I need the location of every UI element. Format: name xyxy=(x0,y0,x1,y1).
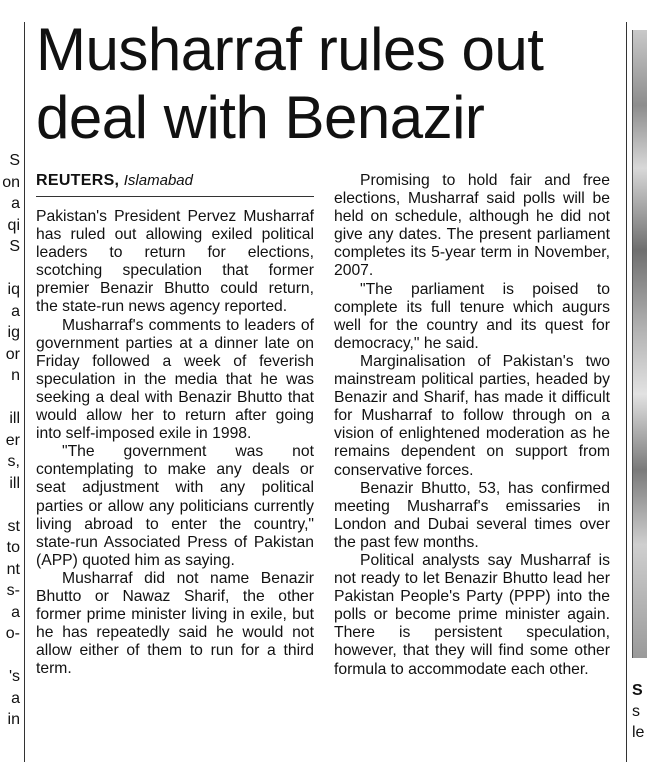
byline-agency: REUTERS, xyxy=(36,172,120,189)
edge-text-fragment xyxy=(0,494,20,516)
byline-location: Islamabad xyxy=(123,172,193,189)
byline xyxy=(36,172,314,197)
paragraph: Promising to hold fair and free elections, Musharraf said polls will be held on schedule, although he did not give any dates. The present parliament completes its 5-year term in November, 2007. xyxy=(334,172,610,280)
edge-text-fragment: s xyxy=(632,703,640,720)
headline: Musharraf rules out deal with Benazir xyxy=(36,16,544,151)
edge-text-fragment: s- xyxy=(6,582,20,599)
edge-text-fragment: n xyxy=(11,367,20,384)
paragraph: Musharraf's comments to leaders of government parties at a dinner late on Friday followed a week of feverish speculation in the media that he was seeking a deal with Benazir Bhutto that would allow her to return after going into self-imposed exile in 1998. xyxy=(36,316,314,443)
article-column-2 xyxy=(334,172,610,679)
paragraph: "The parliament is poised to complete its full tenure which augurs well for the country and its quest for democracy," he said. xyxy=(334,280,610,352)
adjacent-column-fragments-left xyxy=(0,150,20,731)
paragraph: "The government was not contemplating to make any deals or seat adjustment with any political parties or allow any politicians currently living abroad to enter the country," state-run Associated Press of Pakistan (APP) quoted him as saying. xyxy=(36,443,314,569)
paragraph: Pakistan's President Pervez Musharraf has ruled out allowing exiled political leaders to return for elections, scotching speculation that former premier Benazir Bhutto could return, the state-run news agency reported. xyxy=(36,208,314,316)
edge-text-fragment: S xyxy=(9,152,20,169)
edge-text-fragment: a xyxy=(11,302,20,320)
edge-text-fragment: s, xyxy=(7,453,20,470)
edge-text-fragment: nt xyxy=(6,560,20,578)
edge-text-fragment: 's xyxy=(8,668,20,685)
paragraph: Benazir Bhutto, 53, has confirmed meeting Musharraf's emissaries in London and Dubai several times over the past few months. xyxy=(334,479,610,551)
edge-text-fragment: on xyxy=(2,173,20,191)
column-divider-left xyxy=(24,22,25,762)
paragraph: Marginalisation of Pakistan's two mainstream political parties, headed by Benazir and Sharif, has made it difficult for Musharraf to follow through on a vision of enlightened moderation as he remains dependent on support from conservative forces. xyxy=(334,352,610,479)
edge-text-fragment: S xyxy=(632,682,643,699)
adjacent-column-fragments-right xyxy=(632,680,644,743)
edge-text-fragment: ig xyxy=(7,324,20,341)
column-divider-right xyxy=(626,22,627,762)
edge-text-fragment: S xyxy=(9,238,20,255)
edge-text-fragment: st xyxy=(7,517,20,535)
adjacent-photo-strip xyxy=(632,30,647,658)
edge-text-fragment: a xyxy=(11,195,20,212)
edge-text-fragment: a xyxy=(11,603,20,621)
edge-text-fragment: iq xyxy=(7,281,20,298)
edge-text-fragment xyxy=(0,258,20,280)
edge-text-fragment: le xyxy=(632,724,645,741)
edge-text-fragment: ill xyxy=(9,410,20,427)
edge-text-fragment xyxy=(0,645,20,667)
edge-text-fragment: o- xyxy=(5,625,20,642)
edge-text-fragment: a xyxy=(11,689,20,707)
edge-text-fragment xyxy=(0,387,20,409)
edge-text-fragment: qi xyxy=(7,216,20,234)
edge-text-fragment: ill xyxy=(9,474,20,492)
edge-text-fragment: in xyxy=(7,711,20,728)
paragraph: Musharraf did not name Benazir Bhutto or Nawaz Sharif, the other former prime minister living in exile, but he has repeatedly said he would not allow either of them to run for a third term. xyxy=(36,569,314,678)
edge-text-fragment: to xyxy=(6,539,20,556)
article-column-1 xyxy=(36,172,314,678)
edge-text-fragment: er xyxy=(5,431,20,449)
paragraph: Political analysts say Musharraf is not ready to let Benazir Bhutto lead her Pakistan People's Party (PPP) into the polls or become prime minister again. There is persistent speculation, however, that they will find some other formula to accommodate each other. xyxy=(334,551,610,678)
edge-text-fragment: or xyxy=(5,345,20,363)
